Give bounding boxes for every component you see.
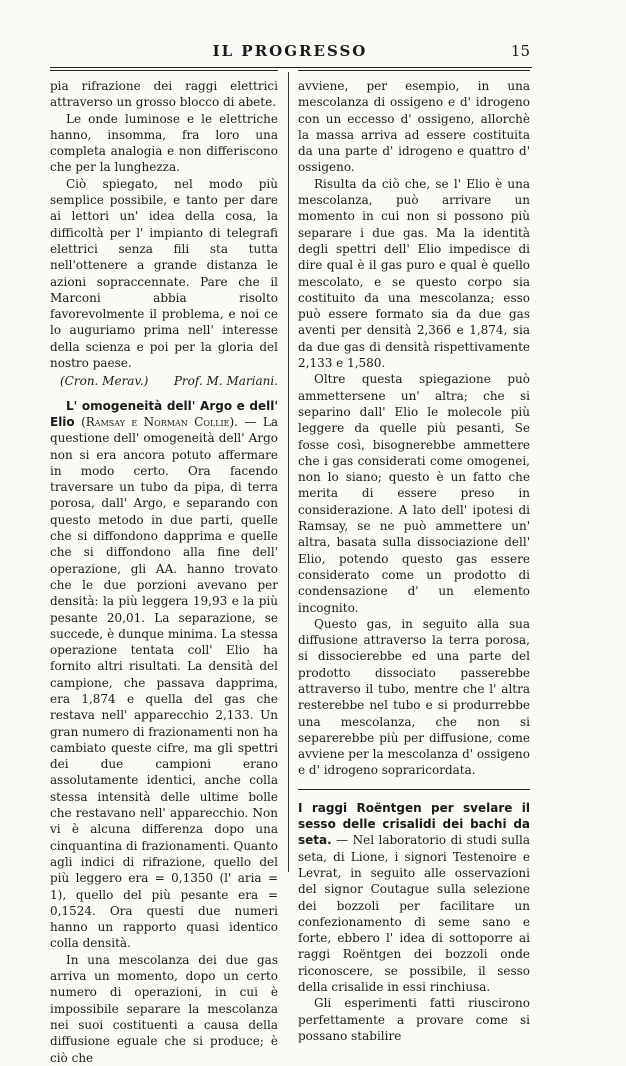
- section-roentgen: [298, 800, 530, 996]
- paragraph: In una mescolanza dei due gas arriva un momento, dopo un certo numero di operazioni, in cui è impossibile separare la mescolanza nei suoi costituenti a causa della diffusione eguale che si produce; è ciò che: [50, 952, 278, 1065]
- running-title: IL PROGRESSO: [212, 42, 368, 60]
- section-argo-elio: [50, 398, 278, 952]
- paragraph: pia rifrazione dei raggi elettrici attraverso un grosso blocco di abete.: [50, 79, 278, 110]
- header-rule: [50, 67, 532, 68]
- paragraph: Risulta da ciò che, se l' Elio è una mescolanza, può arrivare un momento in cui non si possono più separare i due gas. Ma la identità degli spettri dell' Elio impedisce di dire qual è il gas puro e qual è quello mescolato, e se questo corpo sia costituito da una mescolanza; esso può essere formato sia da due gas aventi per densità 2,366 e 1,874, sia da due gas di densità rispettivamente 2,133 e 1,580.: [298, 176, 530, 371]
- section-text: — La questione dell' omogeneità dell' Argo non si era ancora potuto affermare in modo certo. Ora facendo traversare un tubo da pipa, di terra porosa, dall' Argo, e separando con questo metodo in due parti, quelle che si diffondono dapprima e quelle che si diffondono alla fine dell' operazione, gli AA. hanno trovato che le due porzioni avevano per densità: la più leggera 19,93 e la più pesante 20,01. La separazione, se succede, è dunque minima. La stessa operazione tentata coll' Elio ha fornito altri risultati. La densità del campione, che passava dapprima, era 1,874 e quella del gas che restava nell' apparecchio 2,133. Un gran numero di frazionamenti non ha cambiato queste cifre, ma gli spettri dei due campioni erano assolutamente identici, anche colla stessa intensità delle ultime bolle che restavano nell' apparecchio. Non vi è alcuna differenza dopo una cinquantina di frazionamenti. Quanto agli indici di rifrazione, quello del più leggero era = 0,1350 (l' aria = 1), quello del più pesante era = 0,1524. Ora questi due numeri hanno un rapporto quasi identico colla densità.: [50, 414, 278, 951]
- paragraph: Le onde luminose e le elettriche hanno, insomma, fra loro una completa analogia e non differiscono che per la lunghezza.: [50, 111, 278, 175]
- section-heading: I raggi Roëntgen per svelare il sesso delle crisalidi dei bachi da seta.: [298, 800, 530, 848]
- right-column: [298, 78, 530, 1043]
- signature-line: [50, 373, 278, 389]
- left-column-top-rule: [50, 70, 278, 71]
- section-heading: L' omogeneità dell' Argo e dell' Elio: [50, 398, 278, 429]
- section-authors: (Ramsay e Norman Collie).: [81, 414, 239, 429]
- page-number: 15: [510, 42, 530, 60]
- page-header: [50, 42, 530, 64]
- right-column-top-rule: [298, 70, 530, 71]
- paragraph: avviene, per esempio, in una mescolanza di ossigeno e d' idrogeno con un eccesso d' ossigeno, allorchè la massa arriva ad essere costituita da una parte d' idrogeno e quattro d' ossigeno.: [298, 79, 530, 175]
- paragraph: Ciò spiegato, nel modo più semplice possibile, e tanto per dare ai lettori un' idea della cosa, la difficoltà per l' impianto di telegrafi elettrici senza fili sta tutta nell'ottenere a grande distanza le azioni sopraccennate. Pare che il Marconi abbia risolto favorevolmente il problema, e noi ce lo auguriamo prima nell' interesse della scienza e poi per la gloria del nostro paese.: [50, 176, 278, 371]
- column-divider: [288, 72, 289, 872]
- section-divider: [298, 789, 530, 790]
- section-text: — Nel laboratorio di studi sulla seta, di Lione, i signori Testenoire e Levrat, in seguito alle osservazioni del signor Coutague sulla selezione dei bozzoli per facilitare un confezionamento di seme sano e forte, ebbero l' idea di sottoporre ai raggi Roëntgen dei bozzoli onde riconoscere, se possibile, il sesso della crisalide in essi rinchiusa.: [298, 833, 530, 995]
- signature-source: (Cron. Merav.): [60, 374, 149, 389]
- signature-author: Prof. M. Mariani.: [173, 374, 278, 389]
- paragraph: Questo gas, in seguito alla sua diffusione attraverso la terra porosa, si dissocierebbe ed una parte del prodotto dissociato passerebbe attraverso il tubo, mentre che l' altra resterebbe nel tubo e si produrrebbe una mescolanza, che non si separerebbe più per diffusione, come avviene per la mescolanza d' ossigeno e d' idrogeno sopraricordata.: [298, 616, 530, 778]
- left-column: [50, 78, 278, 1065]
- paragraph: Gli esperimenti fatti riuscirono perfettamente a provare come si possano stabilire: [298, 996, 530, 1043]
- paragraph: Oltre questa spiegazione può ammettersene un' altra; che si separino dall' Elio le molecole più leggere da quelle più pesanti, Se fosse così, bisognerebbe ammettere che i gas considerati come omogenei, non lo siano; questo è un fatto che merita di essere preso in considerazione. A lato dell' ipotesi di Ramsay, se ne può ammettere un' altra, basata sulla dissociazione dell' Elio, potendo questo gas essere considerato come un prodotto di condensazione d' un elemento incognito.: [298, 372, 530, 615]
